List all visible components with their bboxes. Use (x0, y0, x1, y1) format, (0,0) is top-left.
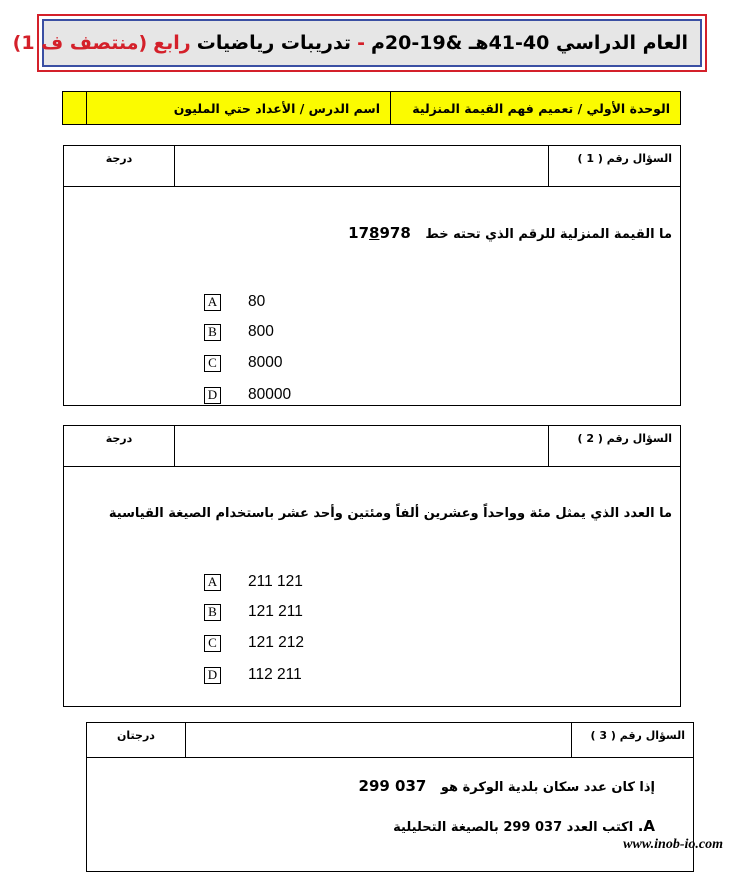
option-letter: A (204, 574, 221, 591)
question-3-part-a (393, 817, 655, 835)
question-1-label: السؤال رقم ( 1 ) (548, 146, 680, 186)
option-value: 121 211 (248, 603, 303, 620)
part-a-text: اكتب العدد 037 299 بالصيغة التحليلية (393, 820, 634, 835)
question-3-header (87, 723, 693, 758)
question-2-answer-space (174, 426, 548, 466)
option-value: 211 121 (248, 573, 303, 590)
question-2-option-a[interactable] (204, 573, 303, 591)
unit-table (62, 91, 681, 125)
question-1-option-d[interactable] (204, 386, 291, 404)
option-letter: C (204, 355, 221, 372)
title-subject: تدريبات رياضيات (196, 32, 352, 54)
question-1-number: 178978 (348, 224, 411, 242)
empty-cell (63, 92, 86, 124)
question-1-box (63, 145, 681, 406)
question-3-answer-space (185, 723, 571, 757)
question-3-box (86, 722, 694, 872)
underlined-digit: 8 (369, 224, 380, 242)
unit-cell: الوحدة الأولي / تعميم فهم القيمة المنزلية (390, 92, 680, 124)
question-3-text: إذا كان عدد سكان بلدية الوكرة هو (440, 780, 655, 795)
option-letter: B (204, 604, 221, 621)
question-1-option-b[interactable] (204, 323, 274, 341)
question-2-box (63, 425, 681, 707)
option-value: 800 (248, 323, 274, 340)
question-1-text: ما القيمة المنزلية للرقم الذي تحته خط (425, 227, 672, 242)
question-3-text-line (359, 777, 655, 795)
option-letter: D (204, 387, 221, 404)
question-2-option-b[interactable] (204, 603, 303, 621)
part-a-letter: A. (637, 817, 655, 835)
option-letter: B (204, 324, 221, 341)
question-3-grade-label: درجتان (117, 729, 155, 742)
title-banner (12, 14, 707, 72)
option-value: 8000 (248, 354, 283, 371)
option-value: 121 212 (248, 634, 305, 651)
question-1-header (64, 146, 680, 187)
watermark: www.inob-io.com (623, 837, 723, 852)
option-letter: C (204, 635, 221, 652)
question-2-option-c[interactable] (204, 634, 304, 652)
option-value: 80000 (248, 386, 292, 403)
option-value: 80 (248, 293, 266, 310)
question-2-option-d[interactable] (204, 666, 302, 684)
title-separator: - (357, 32, 365, 54)
title-term: (منتصف ف 1) (12, 32, 148, 54)
question-1-option-a[interactable] (204, 293, 265, 311)
question-2-label: السؤال رقم ( 2 ) (548, 426, 680, 466)
question-2-header (64, 426, 680, 467)
question-2-grade-label: درجة (105, 432, 133, 445)
question-1-answer-space (174, 146, 548, 186)
question-1-text-line (348, 224, 672, 242)
option-letter: D (204, 667, 221, 684)
question-3-label: السؤال رقم ( 3 ) (571, 723, 693, 757)
title-grade: رابع (153, 32, 191, 54)
option-letter: A (204, 294, 221, 311)
title-banner-inner (12, 19, 702, 67)
lesson-cell: اسم الدرس / الأعداد حتي المليون (86, 92, 390, 124)
question-2-text: ما العدد الذي يمثل مئة وواحداً وعشرين ألفاً ومئتين وأحد عشر باستخدام الصيغة القياسية (108, 506, 672, 521)
question-3-number: 299 037 (358, 777, 427, 795)
title-year: العام الدراسي 40-41هـ &19-20م (370, 32, 688, 54)
question-1-grade-label: درجة (105, 152, 133, 165)
question-1-option-c[interactable] (204, 354, 282, 372)
option-value: 112 211 (248, 666, 302, 683)
